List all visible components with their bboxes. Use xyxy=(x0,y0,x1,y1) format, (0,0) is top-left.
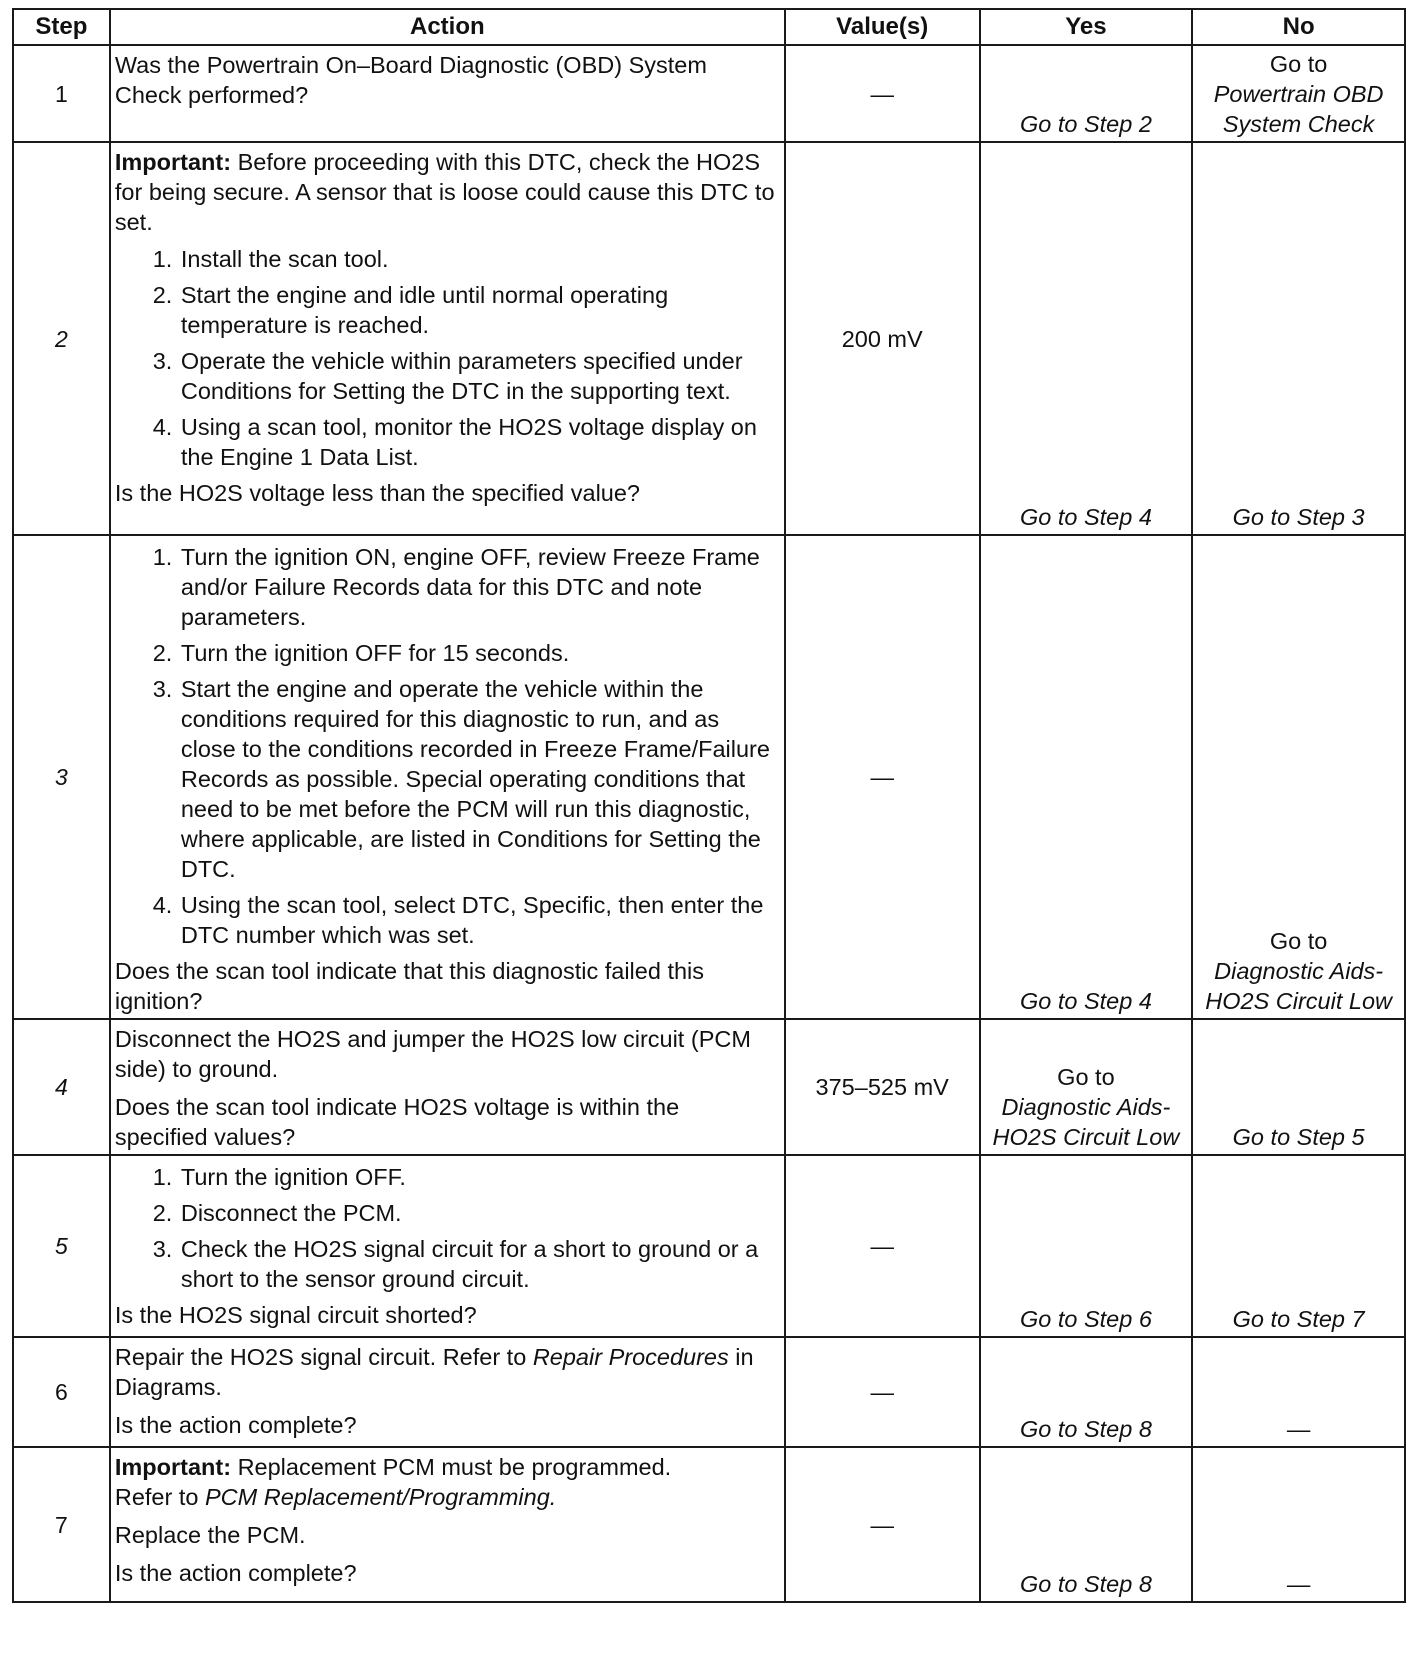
yes-cell xyxy=(980,45,1193,142)
no-link[interactable]: Go to Step 5 xyxy=(1232,1124,1365,1150)
table-row xyxy=(13,535,1405,1019)
list-item: 1. Install the scan tool. xyxy=(179,244,778,274)
procedure-list xyxy=(115,542,778,950)
yes-link[interactable]: Go to Step 4 xyxy=(1019,988,1152,1014)
list-item: 2. Turn the ignition OFF for 15 seconds. xyxy=(179,638,778,668)
question-text: Is the HO2S voltage less than the specified value? xyxy=(114,480,641,506)
yes-link[interactable]: Go to Step 8 xyxy=(1019,1571,1152,1597)
value-cell xyxy=(785,535,980,1019)
action-cell xyxy=(110,1447,785,1602)
no-text: — xyxy=(1286,1416,1311,1442)
value-cell xyxy=(785,1447,980,1602)
procedure-list xyxy=(115,244,778,472)
action-cell xyxy=(110,142,785,535)
important-text: Replacement PCM must be programmed. xyxy=(231,1454,672,1480)
step-number: 6 xyxy=(13,1337,110,1447)
header-no: No xyxy=(1192,9,1405,45)
action-text xyxy=(115,1342,778,1402)
yes-prefix: Go to xyxy=(1057,1064,1115,1090)
header-row xyxy=(13,9,1405,45)
action-text: Replace the PCM. xyxy=(114,1522,306,1548)
no-cell xyxy=(1192,1019,1405,1155)
yes-cell xyxy=(980,1019,1193,1155)
value-text: 200 mV xyxy=(841,325,923,352)
yes-cell xyxy=(980,1447,1193,1602)
list-item: 2. Start the engine and idle until normal operating temperature is reached. xyxy=(179,280,778,340)
no-cell xyxy=(1192,1155,1405,1337)
step-number: 1 xyxy=(13,45,110,142)
header-yes: Yes xyxy=(980,9,1193,45)
yes-cell xyxy=(980,142,1193,535)
header-action: Action xyxy=(110,9,785,45)
action-text: Disconnect the HO2S and jumper the HO2S low circuit (PCM side) to ground. xyxy=(114,1026,751,1082)
value-cell xyxy=(785,1155,980,1337)
no-cell xyxy=(1192,535,1405,1019)
no-link[interactable]: Powertrain OBD System Check xyxy=(1213,81,1384,137)
diagnostic-page xyxy=(12,8,1406,1603)
no-link[interactable]: Go to Step 7 xyxy=(1232,1306,1365,1332)
question-text: Is the action complete? xyxy=(114,1560,357,1586)
repair-procedures-link[interactable]: Repair Procedures xyxy=(532,1344,729,1370)
no-cell xyxy=(1192,142,1405,535)
question-text: Does the scan tool indicate HO2S voltage is within the specified values? xyxy=(114,1094,680,1150)
list-item: 4. Using a scan tool, monitor the HO2S voltage display on the Engine 1 Data List. xyxy=(179,412,778,472)
yes-link[interactable]: Go to Step 4 xyxy=(1019,504,1152,530)
action-cell xyxy=(110,1337,785,1447)
no-cell xyxy=(1192,45,1405,142)
list-item: 3. Operate the vehicle within parameters specified under Conditions for Setting the DTC in the supporting text. xyxy=(179,346,778,406)
value-text: 375–525 mV xyxy=(815,1074,949,1100)
no-link[interactable]: Go to Step 3 xyxy=(1232,504,1365,530)
yes-cell xyxy=(980,535,1193,1019)
value-cell xyxy=(785,1337,980,1447)
action-cell xyxy=(110,535,785,1019)
list-item: 3. Check the HO2S signal circuit for a short to ground or a short to the sensor ground circuit. xyxy=(179,1234,778,1294)
important-note xyxy=(115,147,778,237)
important-label: Important: xyxy=(114,1454,232,1480)
value-text: — xyxy=(870,764,894,790)
question-text: Does the scan tool indicate that this diagnostic failed this ignition? xyxy=(114,958,705,1014)
list-item: 4. Using the scan tool, select DTC, Specific, then enter the DTC number which was set. xyxy=(179,890,778,950)
list-item: 1. Turn the ignition OFF. xyxy=(179,1162,778,1192)
step-number: 5 xyxy=(13,1155,110,1337)
refer-prefix: Refer to xyxy=(114,1484,205,1510)
table-row xyxy=(13,142,1405,535)
pcm-programming-link[interactable]: PCM Replacement/Programming. xyxy=(204,1484,557,1510)
value-cell xyxy=(785,1019,980,1155)
action-cell xyxy=(110,45,785,142)
yes-link[interactable]: Diagnostic Aids-HO2S Circuit Low xyxy=(992,1094,1180,1150)
yes-cell xyxy=(980,1337,1193,1447)
question-text: Is the HO2S signal circuit shorted? xyxy=(114,1302,477,1328)
question-text: Is the action complete? xyxy=(114,1412,357,1438)
yes-link[interactable]: Go to Step 8 xyxy=(1019,1416,1152,1442)
step-number: 2 xyxy=(13,142,110,535)
table-row xyxy=(13,45,1405,142)
list-item: 1. Turn the ignition ON, engine OFF, review Freeze Frame and/or Failure Records data for this DTC and note parameters. xyxy=(179,542,778,632)
no-prefix: Go to xyxy=(1269,928,1328,954)
list-item: 2. Disconnect the PCM. xyxy=(179,1198,778,1228)
yes-cell xyxy=(980,1155,1193,1337)
value-text: — xyxy=(870,1233,894,1259)
refer-note xyxy=(115,1482,778,1512)
value-text: — xyxy=(870,80,894,107)
action-cell xyxy=(110,1019,785,1155)
action-suffix: in Diagrams. xyxy=(114,1344,754,1400)
action-text: Was the Powertrain On–Board Diagnostic (OBD) System Check performed? xyxy=(114,52,707,108)
value-text: — xyxy=(870,1511,894,1538)
value-cell xyxy=(785,142,980,535)
value-cell xyxy=(785,45,980,142)
diagnostic-table xyxy=(12,8,1406,1603)
table-row xyxy=(13,1447,1405,1602)
important-label: Important: xyxy=(114,149,232,175)
no-link[interactable]: Diagnostic Aids-HO2S Circuit Low xyxy=(1205,958,1392,1014)
yes-link[interactable]: Go to Step 2 xyxy=(1019,111,1152,137)
no-text: — xyxy=(1286,1571,1311,1597)
no-cell xyxy=(1192,1447,1405,1602)
important-note xyxy=(115,1452,778,1482)
table-row xyxy=(13,1019,1405,1155)
yes-link[interactable]: Go to Step 6 xyxy=(1019,1306,1152,1332)
no-prefix: Go to xyxy=(1269,51,1328,77)
list-item: 3. Start the engine and operate the vehicle within the conditions required for this diagnostic to run, and as close to the conditions recorded in Freeze Frame/Failure Records as possible. Special operating conditions that need to be met before the PCM will run this diagnostic, where applicable, are listed in Conditions for Setting the DTC. xyxy=(179,674,778,884)
no-cell xyxy=(1192,1337,1405,1447)
step-number: 7 xyxy=(13,1447,110,1602)
important-text: Before proceeding with this DTC, check the HO2S for being secure. A sensor that is loose could cause this DTC to set. xyxy=(114,149,775,235)
action-cell xyxy=(110,1155,785,1337)
procedure-list xyxy=(115,1162,778,1294)
table-row xyxy=(13,1337,1405,1447)
header-step: Step xyxy=(13,9,110,45)
step-number: 4 xyxy=(13,1019,110,1155)
table-row xyxy=(13,1155,1405,1337)
value-text: — xyxy=(870,1379,894,1405)
header-value: Value(s) xyxy=(785,9,980,45)
action-prefix: Repair the HO2S signal circuit. Refer to xyxy=(114,1344,533,1370)
step-number: 3 xyxy=(13,535,110,1019)
